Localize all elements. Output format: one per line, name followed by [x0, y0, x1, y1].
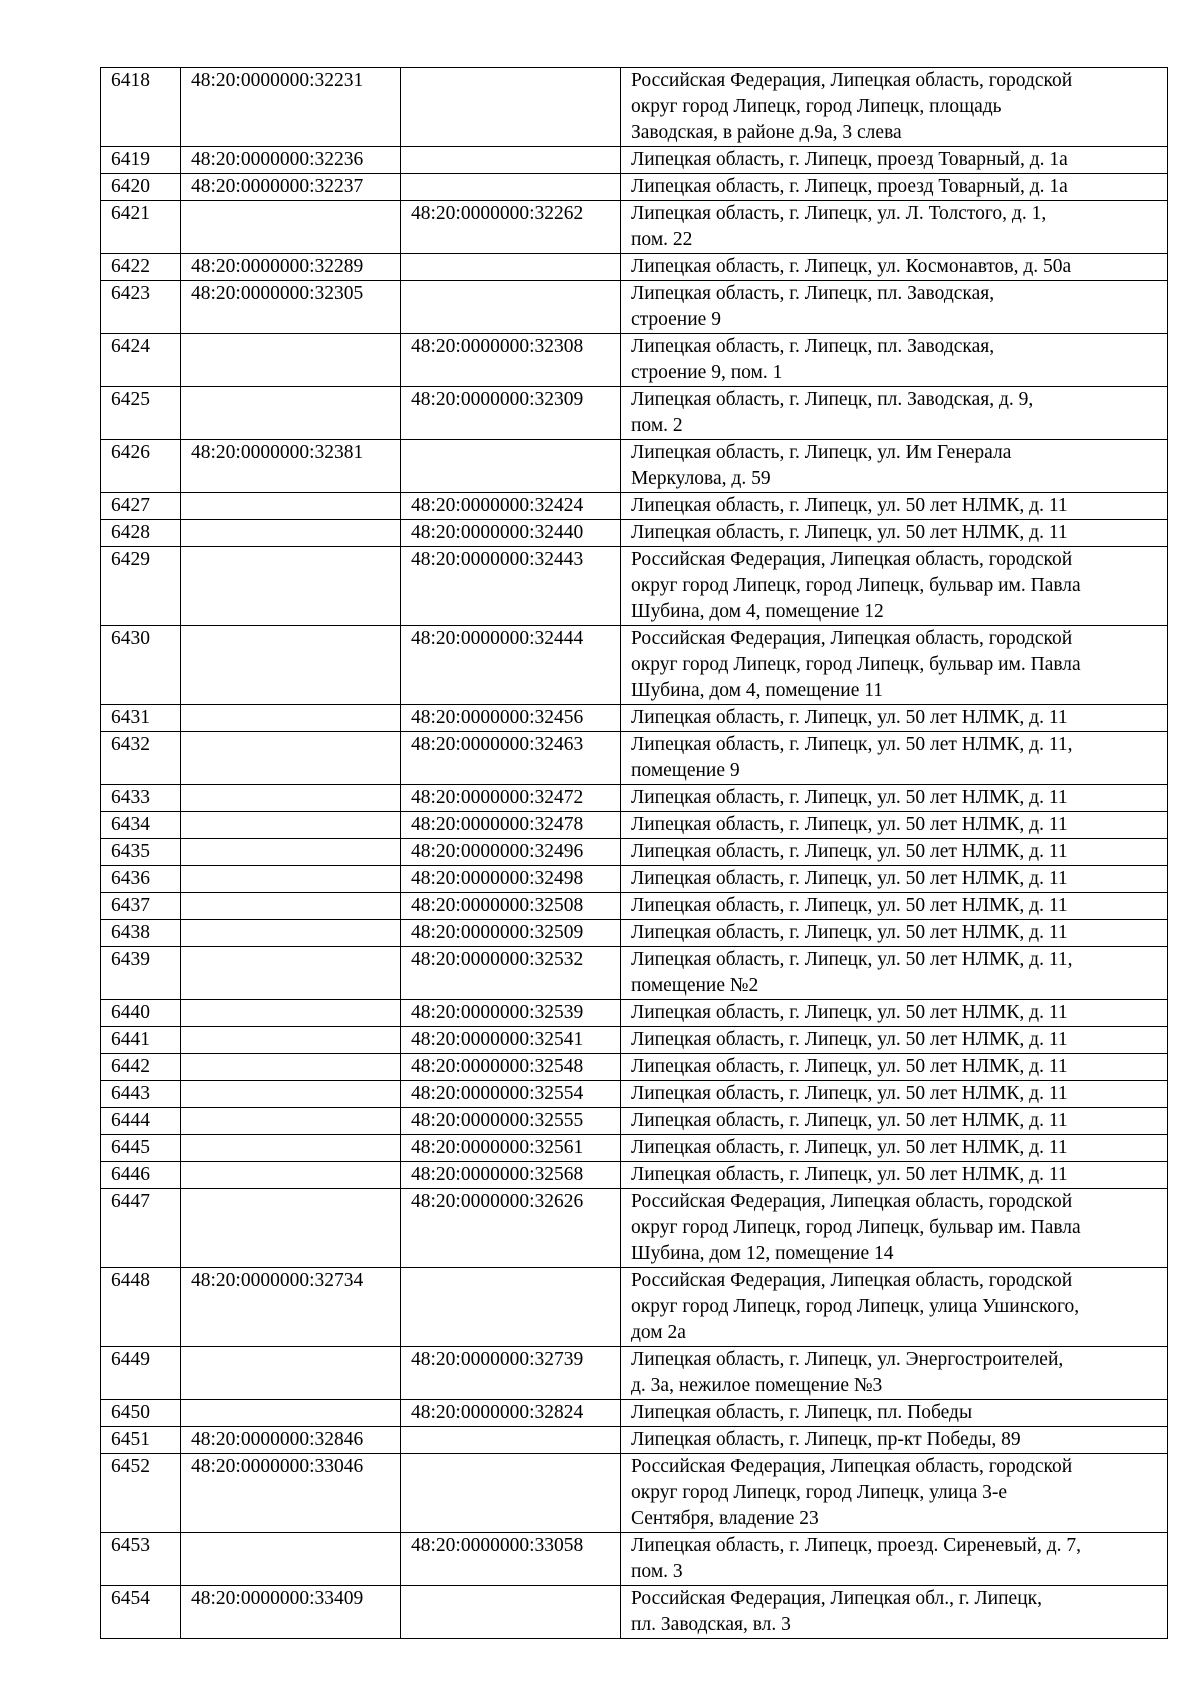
- row-number-cell: 6434: [101, 812, 181, 839]
- row-number-cell: 6420: [101, 174, 181, 201]
- table-row: [101, 520, 1168, 547]
- cadastral-object-cell: 48:20:0000000:32509: [401, 920, 621, 947]
- cadastral-object-cell: 48:20:0000000:32532: [401, 947, 621, 1000]
- row-number-cell: 6441: [101, 1027, 181, 1054]
- address-cell: Липецкая область, г. Липецк, проезд Товарный, д. 1а: [621, 147, 1168, 174]
- row-number-cell: 6448: [101, 1268, 181, 1347]
- table-row: [101, 866, 1168, 893]
- address-cell: Российская Федерация, Липецкая область, городской округ город Липецк, город Липецк, улица 3-е Сентября, владение 23: [621, 1454, 1168, 1533]
- row-number-cell: 6436: [101, 866, 181, 893]
- row-number-cell: 6450: [101, 1400, 181, 1427]
- row-number-cell: 6418: [101, 68, 181, 147]
- row-number-cell: 6427: [101, 493, 181, 520]
- cadastral-land-cell: [181, 547, 401, 626]
- table-row: [101, 440, 1168, 493]
- address-cell: Липецкая область, г. Липецк, ул. 50 лет НЛМК, д. 11: [621, 866, 1168, 893]
- row-number-cell: 6451: [101, 1427, 181, 1454]
- table-row: [101, 839, 1168, 866]
- table-row: [101, 281, 1168, 334]
- table-row: [101, 732, 1168, 785]
- cadastral-land-cell: 48:20:0000000:32289: [181, 254, 401, 281]
- row-number-cell: 6438: [101, 920, 181, 947]
- cadastral-land-cell: [181, 1081, 401, 1108]
- address-cell: Российская Федерация, Липецкая область, городской округ город Липецк, город Липецк, бульвар им. Павла Шубина, дом 4, помещение 12: [621, 547, 1168, 626]
- address-cell: Липецкая область, г. Липецк, ул. Л. Толстого, д. 1, пом. 22: [621, 201, 1168, 254]
- address-cell: Липецкая область, г. Липецк, ул. 50 лет НЛМК, д. 11: [621, 705, 1168, 732]
- address-cell: Липецкая область, г. Липецк, пл. Заводская, строение 9: [621, 281, 1168, 334]
- cadastral-land-cell: [181, 1000, 401, 1027]
- cadastral-object-cell: 48:20:0000000:32539: [401, 1000, 621, 1027]
- cadastral-object-cell: 48:20:0000000:32626: [401, 1189, 621, 1268]
- table-row: [101, 334, 1168, 387]
- cadastral-object-cell: 48:20:0000000:32440: [401, 520, 621, 547]
- table-row: [101, 1081, 1168, 1108]
- cadastral-land-cell: [181, 839, 401, 866]
- row-number-cell: 6447: [101, 1189, 181, 1268]
- cadastral-land-cell: [181, 705, 401, 732]
- cadastral-land-cell: [181, 920, 401, 947]
- cadastral-object-cell: 48:20:0000000:32308: [401, 334, 621, 387]
- row-number-cell: 6435: [101, 839, 181, 866]
- address-cell: Липецкая область, г. Липецк, ул. 50 лет НЛМК, д. 11: [621, 1027, 1168, 1054]
- cadastral-object-cell: 48:20:0000000:32824: [401, 1400, 621, 1427]
- row-number-cell: 6430: [101, 626, 181, 705]
- row-number-cell: 6440: [101, 1000, 181, 1027]
- table-row: [101, 387, 1168, 440]
- cadastral-object-cell: 48:20:0000000:32548: [401, 1054, 621, 1081]
- cadastral-object-cell: [401, 440, 621, 493]
- row-number-cell: 6429: [101, 547, 181, 626]
- cadastral-land-cell: 48:20:0000000:33046: [181, 1454, 401, 1533]
- row-number-cell: 6453: [101, 1533, 181, 1586]
- address-cell: Липецкая область, г. Липецк, ул. 50 лет НЛМК, д. 11: [621, 1054, 1168, 1081]
- row-number-cell: 6419: [101, 147, 181, 174]
- address-cell: Липецкая область, г. Липецк, ул. Им Генерала Меркулова, д. 59: [621, 440, 1168, 493]
- address-cell: Липецкая область, г. Липецк, пл. Заводская, д. 9, пом. 2: [621, 387, 1168, 440]
- cadastral-land-cell: [181, 493, 401, 520]
- cadastral-land-cell: 48:20:0000000:32305: [181, 281, 401, 334]
- address-cell: Российская Федерация, Липецкая область, городской округ город Липецк, город Липецк, улица Ушинского, дом 2а: [621, 1268, 1168, 1347]
- table-row: [101, 1162, 1168, 1189]
- cadastral-object-cell: 48:20:0000000:32309: [401, 387, 621, 440]
- row-number-cell: 6439: [101, 947, 181, 1000]
- cadastral-object-cell: 48:20:0000000:32554: [401, 1081, 621, 1108]
- cadastral-land-cell: 48:20:0000000:32231: [181, 68, 401, 147]
- cadastral-object-cell: 48:20:0000000:32444: [401, 626, 621, 705]
- table-row: [101, 785, 1168, 812]
- table-row: [101, 1135, 1168, 1162]
- row-number-cell: 6433: [101, 785, 181, 812]
- table-row: [101, 1268, 1168, 1347]
- table-row: [101, 1189, 1168, 1268]
- cadastral-object-cell: 48:20:0000000:32555: [401, 1108, 621, 1135]
- row-number-cell: 6432: [101, 732, 181, 785]
- row-number-cell: 6422: [101, 254, 181, 281]
- address-cell: Липецкая область, г. Липецк, ул. 50 лет НЛМК, д. 11, помещение №2: [621, 947, 1168, 1000]
- table-row: [101, 493, 1168, 520]
- address-cell: Липецкая область, г. Липецк, ул. 50 лет НЛМК, д. 11: [621, 493, 1168, 520]
- table-row: [101, 705, 1168, 732]
- row-number-cell: 6445: [101, 1135, 181, 1162]
- address-cell: Российская Федерация, Липецкая область, городской округ город Липецк, город Липецк, бульвар им. Павла Шубина, дом 12, помещение 14: [621, 1189, 1168, 1268]
- cadastral-land-cell: 48:20:0000000:32236: [181, 147, 401, 174]
- cadastral-object-cell: 48:20:0000000:32508: [401, 893, 621, 920]
- cadastral-object-cell: [401, 147, 621, 174]
- cadastral-land-cell: [181, 732, 401, 785]
- cadastral-land-cell: 48:20:0000000:32381: [181, 440, 401, 493]
- cadastral-land-cell: [181, 893, 401, 920]
- table-row: [101, 1586, 1168, 1639]
- cadastral-object-cell: [401, 254, 621, 281]
- cadastral-object-cell: [401, 1427, 621, 1454]
- address-cell: Липецкая область, г. Липецк, проезд Товарный, д. 1а: [621, 174, 1168, 201]
- address-cell: Липецкая область, г. Липецк, ул. 50 лет НЛМК, д. 11: [621, 785, 1168, 812]
- table-row: [101, 893, 1168, 920]
- cadastral-object-cell: 48:20:0000000:32443: [401, 547, 621, 626]
- table-row: [101, 1000, 1168, 1027]
- row-number-cell: 6425: [101, 387, 181, 440]
- cadastral-land-cell: [181, 387, 401, 440]
- table-row: [101, 626, 1168, 705]
- address-cell: Российская Федерация, Липецкая область, городской округ город Липецк, город Липецк, площадь Заводская, в районе д.9а, 3 слева: [621, 68, 1168, 147]
- row-number-cell: 6452: [101, 1454, 181, 1533]
- address-cell: Липецкая область, г. Липецк, ул. 50 лет НЛМК, д. 11: [621, 1135, 1168, 1162]
- table-row: [101, 68, 1168, 147]
- row-number-cell: 6431: [101, 705, 181, 732]
- cadastral-land-cell: [181, 1533, 401, 1586]
- address-cell: Российская Федерация, Липецкая область, городской округ город Липецк, город Липецк, бульвар им. Павла Шубина, дом 4, помещение 11: [621, 626, 1168, 705]
- cadastral-land-cell: [181, 1347, 401, 1400]
- cadastral-object-cell: [401, 1268, 621, 1347]
- address-cell: Липецкая область, г. Липецк, ул. 50 лет НЛМК, д. 11: [621, 839, 1168, 866]
- cadastral-land-cell: [181, 812, 401, 839]
- cadastral-object-cell: 48:20:0000000:32498: [401, 866, 621, 893]
- table-row: [101, 1108, 1168, 1135]
- table-row: [101, 1347, 1168, 1400]
- row-number-cell: 6446: [101, 1162, 181, 1189]
- address-cell: Липецкая область, г. Липецк, пл. Заводская, строение 9, пом. 1: [621, 334, 1168, 387]
- cadastral-object-cell: [401, 68, 621, 147]
- cadastral-object-cell: 48:20:0000000:32541: [401, 1027, 621, 1054]
- table-row: [101, 147, 1168, 174]
- row-number-cell: 6442: [101, 1054, 181, 1081]
- cadastral-object-cell: 48:20:0000000:32496: [401, 839, 621, 866]
- cadastral-land-cell: [181, 1108, 401, 1135]
- address-cell: Липецкая область, г. Липецк, ул. 50 лет НЛМК, д. 11: [621, 920, 1168, 947]
- cadastral-land-cell: [181, 1400, 401, 1427]
- cadastral-land-cell: [181, 785, 401, 812]
- row-number-cell: 6449: [101, 1347, 181, 1400]
- cadastral-object-cell: [401, 174, 621, 201]
- registry-table: [100, 67, 1168, 1639]
- cadastral-land-cell: [181, 1189, 401, 1268]
- cadastral-object-cell: 48:20:0000000:32568: [401, 1162, 621, 1189]
- address-cell: Российская Федерация, Липецкая обл., г. Липецк, пл. Заводская, вл. 3: [621, 1586, 1168, 1639]
- cadastral-object-cell: 48:20:0000000:32472: [401, 785, 621, 812]
- cadastral-object-cell: [401, 281, 621, 334]
- registry-table-body: [101, 68, 1168, 1639]
- cadastral-object-cell: 48:20:0000000:32478: [401, 812, 621, 839]
- cadastral-land-cell: [181, 201, 401, 254]
- address-cell: Липецкая область, г. Липецк, пл. Победы: [621, 1400, 1168, 1427]
- table-row: [101, 254, 1168, 281]
- cadastral-object-cell: 48:20:0000000:32424: [401, 493, 621, 520]
- address-cell: Липецкая область, г. Липецк, ул. 50 лет НЛМК, д. 11: [621, 1108, 1168, 1135]
- address-cell: Липецкая область, г. Липецк, ул. 50 лет НЛМК, д. 11: [621, 1081, 1168, 1108]
- address-cell: Липецкая область, г. Липецк, ул. 50 лет НЛМК, д. 11: [621, 1000, 1168, 1027]
- address-cell: Липецкая область, г. Липецк, ул. Энергостроителей, д. 3а, нежилое помещение №3: [621, 1347, 1168, 1400]
- row-number-cell: 6424: [101, 334, 181, 387]
- cadastral-land-cell: [181, 334, 401, 387]
- table-row: [101, 1533, 1168, 1586]
- table-row: [101, 1427, 1168, 1454]
- cadastral-land-cell: [181, 1162, 401, 1189]
- address-cell: Липецкая область, г. Липецк, ул. 50 лет НЛМК, д. 11: [621, 812, 1168, 839]
- cadastral-land-cell: [181, 866, 401, 893]
- address-cell: Липецкая область, г. Липецк, ул. 50 лет НЛМК, д. 11: [621, 520, 1168, 547]
- table-row: [101, 1027, 1168, 1054]
- table-row: [101, 1454, 1168, 1533]
- cadastral-object-cell: 48:20:0000000:33058: [401, 1533, 621, 1586]
- table-row: [101, 1054, 1168, 1081]
- row-number-cell: 6423: [101, 281, 181, 334]
- table-row: [101, 1400, 1168, 1427]
- address-cell: Липецкая область, г. Липецк, пр-кт Победы, 89: [621, 1427, 1168, 1454]
- address-cell: Липецкая область, г. Липецк, ул. 50 лет НЛМК, д. 11: [621, 1162, 1168, 1189]
- cadastral-object-cell: 48:20:0000000:32561: [401, 1135, 621, 1162]
- cadastral-object-cell: 48:20:0000000:32739: [401, 1347, 621, 1400]
- row-number-cell: 6454: [101, 1586, 181, 1639]
- table-row: [101, 920, 1168, 947]
- cadastral-object-cell: [401, 1454, 621, 1533]
- address-cell: Липецкая область, г. Липецк, ул. 50 лет НЛМК, д. 11, помещение 9: [621, 732, 1168, 785]
- cadastral-land-cell: 48:20:0000000:32846: [181, 1427, 401, 1454]
- table-row: [101, 547, 1168, 626]
- row-number-cell: 6444: [101, 1108, 181, 1135]
- table-row: [101, 174, 1168, 201]
- address-cell: Липецкая область, г. Липецк, проезд. Сиреневый, д. 7, пом. 3: [621, 1533, 1168, 1586]
- row-number-cell: 6437: [101, 893, 181, 920]
- cadastral-land-cell: 48:20:0000000:32734: [181, 1268, 401, 1347]
- row-number-cell: 6426: [101, 440, 181, 493]
- cadastral-object-cell: 48:20:0000000:32262: [401, 201, 621, 254]
- cadastral-land-cell: [181, 947, 401, 1000]
- cadastral-land-cell: [181, 520, 401, 547]
- cadastral-land-cell: [181, 1027, 401, 1054]
- table-row: [101, 201, 1168, 254]
- cadastral-land-cell: 48:20:0000000:33409: [181, 1586, 401, 1639]
- table-row: [101, 947, 1168, 1000]
- address-cell: Липецкая область, г. Липецк, ул. Космонавтов, д. 50а: [621, 254, 1168, 281]
- row-number-cell: 6428: [101, 520, 181, 547]
- address-cell: Липецкая область, г. Липецк, ул. 50 лет НЛМК, д. 11: [621, 893, 1168, 920]
- row-number-cell: 6443: [101, 1081, 181, 1108]
- cadastral-object-cell: [401, 1586, 621, 1639]
- table-row: [101, 812, 1168, 839]
- row-number-cell: 6421: [101, 201, 181, 254]
- cadastral-land-cell: 48:20:0000000:32237: [181, 174, 401, 201]
- cadastral-land-cell: [181, 1135, 401, 1162]
- cadastral-land-cell: [181, 626, 401, 705]
- cadastral-object-cell: 48:20:0000000:32456: [401, 705, 621, 732]
- cadastral-land-cell: [181, 1054, 401, 1081]
- cadastral-object-cell: 48:20:0000000:32463: [401, 732, 621, 785]
